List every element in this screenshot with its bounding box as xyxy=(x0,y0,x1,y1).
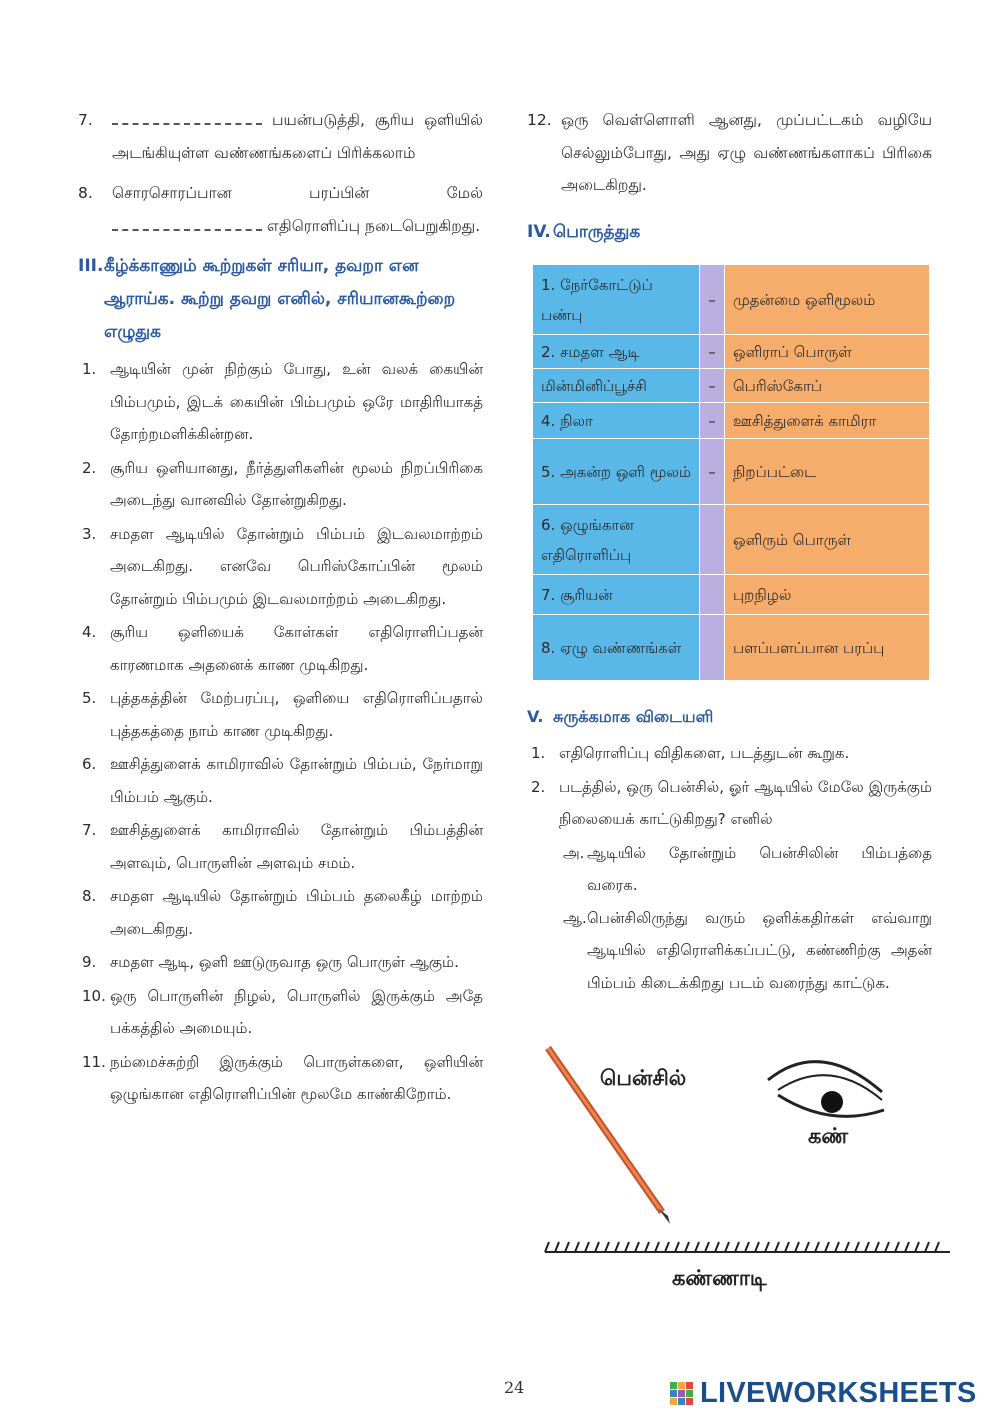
match-right-cell[interactable]: புறநிழல் xyxy=(725,575,930,615)
question-7 xyxy=(78,104,483,169)
item-number: 11. xyxy=(82,1052,106,1071)
question-text: ஒரு வெள்ளொளி ஆனது, முப்பட்டகம் வழியே செல்லும்போது, அது ஏழு வண்ணங்களாகப் பிரிகை அடைகிறது. xyxy=(561,111,932,194)
short-question xyxy=(527,771,932,836)
answer-blank[interactable] xyxy=(112,215,262,231)
section-title: பொருத்துக xyxy=(553,221,641,242)
item-number: 4. xyxy=(82,623,97,641)
match-left-cell[interactable]: 5. அகன்ற ஒளி மூலம் xyxy=(533,439,700,505)
match-table xyxy=(532,264,930,681)
pencil-label: பென்சில் xyxy=(600,1066,687,1090)
question-12 xyxy=(527,104,932,202)
match-right-cell[interactable]: முதன்மை ஒளிமூலம் xyxy=(725,265,930,335)
sub-question xyxy=(527,902,932,1000)
match-right-cell[interactable]: ஊசித்துளைக் காமிரா xyxy=(725,403,930,439)
question-text: சொரசொரப்பான பரப்பின் மேல் xyxy=(112,184,483,202)
statement-item xyxy=(78,980,483,1045)
section-number: V. xyxy=(527,707,544,726)
section-title: சுருக்கமாக விடையளி xyxy=(553,707,714,726)
section-title: கீழ்க்காணும் கூற்றுகள் சரியா, தவறா என ஆராய்க. கூற்று தவறு எனில், சரியானகூற்றை எழுதுக xyxy=(104,256,456,342)
statement-list xyxy=(78,353,483,1111)
match-left-cell[interactable]: 8. ஏழு வண்ணங்கள் xyxy=(533,615,700,681)
match-row xyxy=(533,615,930,681)
match-left-cell[interactable]: 4. நிலா xyxy=(533,403,700,439)
item-text: சூரிய ஒளியானது, நீர்த்துளிகளின் மூலம் நிறப்பிரிகை அடைந்து வானவில் தோன்றுகிறது. xyxy=(110,458,483,509)
statement-item xyxy=(78,452,483,517)
statement-item xyxy=(78,682,483,747)
item-text: ஆடியின் முன் நிற்கும் போது, உன் வலக் கையின் பிம்பமும், இடக் கையின் பிம்பமும் ஒரே மாதிரியாகத் தோற்றமளிக்கின்றன. xyxy=(110,360,483,443)
match-dash-cell xyxy=(700,615,725,681)
item-number: 3. xyxy=(82,524,97,543)
sub-question xyxy=(527,837,932,902)
match-right-cell[interactable]: ஒளிரும் பொருள் xyxy=(725,505,930,575)
match-row xyxy=(533,369,930,403)
item-number: 7. xyxy=(82,821,97,839)
question-text: பயன்படுத்தி, சூரிய ஒளியில் அடங்கியுள்ள வண்ணங்களைப் பிரிக்கலாம் xyxy=(112,111,483,162)
section-5 xyxy=(527,700,932,999)
item-number: 2. xyxy=(82,458,97,477)
match-row xyxy=(533,505,930,575)
match-right-cell[interactable]: பெரிஸ்கோப் xyxy=(725,369,930,403)
match-left-cell[interactable]: 1. நேர்கோட்டுப் பண்பு xyxy=(533,265,700,335)
statement-item xyxy=(78,353,483,451)
match-left-cell[interactable]: மின்மினிப்பூச்சி xyxy=(533,369,700,403)
match-right-cell[interactable]: பளப்பளப்பான பரப்பு xyxy=(725,615,930,681)
statement-item xyxy=(78,880,483,945)
match-right-cell[interactable]: ஒளிராப் பொருள் xyxy=(725,335,930,369)
question-text-end: எதிரொளிப்பு நடைபெறுகிறது. xyxy=(262,216,481,235)
page-number: 24 xyxy=(504,1378,525,1397)
statement-item xyxy=(78,946,483,979)
section-4-heading xyxy=(527,216,932,249)
item-text: சமதள ஆடியில் தோன்றும் பிம்பம் தலைகீழ் மாற்றம் அடைகிறது. xyxy=(110,887,483,938)
question-number: 8. xyxy=(78,184,93,202)
item-number: 9. xyxy=(82,953,97,971)
item-text: சமதள ஆடியில் தோன்றும் பிம்பம் இடவலமாற்றம் அடைகிறது. எனவே பெரிஸ்கோப்பின் மூலம் தோன்றும் பிம்பமும் இடவலமாற்றம் அடைகிறது. xyxy=(110,524,483,608)
match-dash-cell xyxy=(700,575,725,615)
match-left-cell[interactable]: 2. சமதள ஆடி xyxy=(533,335,700,369)
mirror-label: கண்ணாடி xyxy=(672,1266,767,1290)
short-question xyxy=(527,737,932,770)
match-row xyxy=(533,265,930,335)
section-number: IV. xyxy=(527,221,551,242)
match-dash-cell: – xyxy=(700,439,725,505)
item-text: எதிரொளிப்பு விதிகளை, படத்துடன் கூறுக. xyxy=(559,744,850,762)
section-5-heading xyxy=(527,700,932,733)
match-left-cell[interactable]: 6. ஒழுங்கான எதிரொளிப்பு xyxy=(533,505,700,575)
item-text: நம்மைச்சுற்றி இருக்கும் பொருள்களை, ஒளியின் ஒழுங்கான எதிரொளிப்பின் மூலமே காண்கிறோம். xyxy=(110,1052,483,1103)
statement-item xyxy=(78,518,483,616)
item-text: சமதள ஆடி, ஒளி ஊடுருவாத ஒரு பொருள் ஆகும். xyxy=(110,953,459,971)
match-row xyxy=(533,575,930,615)
brand-name[interactable]: LIVEWORKSHEETS xyxy=(700,1377,977,1409)
item-text: ஒரு பொருளின் நிழல், பொருளில் இருக்கும் அதே பக்கத்தில் அமையும். xyxy=(110,986,483,1037)
statement-item xyxy=(78,748,483,813)
item-text: சூரிய ஒளியைக் கோள்கள் எதிரொளிப்பதன் காரணமாக அதனைக் காண முடிகிறது. xyxy=(110,623,483,674)
match-right-cell[interactable]: நிறப்பட்டை xyxy=(725,439,930,505)
statement-item xyxy=(78,616,483,681)
question-number: 7. xyxy=(78,111,93,129)
match-left-cell[interactable]: 7. சூரியன் xyxy=(533,575,700,615)
item-number: 8. xyxy=(82,887,97,905)
item-number: 5. xyxy=(82,689,97,707)
question-number: 12. xyxy=(527,111,552,129)
section-3-heading xyxy=(78,250,483,349)
liveworksheets-logo-icon xyxy=(670,1380,696,1406)
item-text: ஆடியில் தோன்றும் பென்சிலின் பிம்பத்தை வரைக. xyxy=(587,843,932,894)
item-text: ஊசித்துளைக் காமிராவில் தோன்றும் பிம்பத்தின் அளவும், பொருளின் அளவும் சமம். xyxy=(110,821,483,872)
item-text: ஊசித்துளைக் காமிராவில் தோன்றும் பிம்பம், நேர்மாறு பிம்பம் ஆகும். xyxy=(110,755,483,806)
item-number: 2. xyxy=(531,777,546,796)
item-number: 6. xyxy=(82,755,97,773)
item-number: 10. xyxy=(82,986,106,1005)
match-row xyxy=(533,403,930,439)
item-text: படத்தில், ஒரு பென்சில், ஓர் ஆடியில் மேலே இருக்கும் நிலையைக் காட்டுகிறது? எனில் xyxy=(559,777,932,828)
match-dash-cell: – xyxy=(700,403,725,439)
item-number: அ. xyxy=(563,843,585,862)
section-number: III. xyxy=(78,256,104,276)
mirror-icon xyxy=(545,1242,950,1252)
item-text: பென்சிலிருந்து வரும் ஒளிக்கதிர்கள் எவ்வாறு ஆடியில் எதிரொளிக்கப்பட்டு, கண்ணிற்கு அதன் பிம்பம் கிடைக்கிறது படம் வரைந்து காட்டுக. xyxy=(587,908,932,992)
statement-item xyxy=(78,1046,483,1111)
match-dash-cell: – xyxy=(700,265,725,335)
question-8 xyxy=(78,177,483,242)
match-dash-cell: – xyxy=(700,335,725,369)
left-column xyxy=(78,104,483,1112)
item-number: ஆ. xyxy=(563,908,587,927)
item-number: 1. xyxy=(82,360,97,378)
match-row xyxy=(533,335,930,369)
eye-label: கண் xyxy=(808,1124,849,1148)
answer-blank[interactable] xyxy=(112,109,262,125)
item-text: புத்தகத்தின் மேற்பரப்பு, ஒளியை எதிரொளிப்பதால் புத்தகத்தை நாம் காண முடிகிறது. xyxy=(110,689,483,740)
match-dash-cell: – xyxy=(700,369,725,403)
item-number: 1. xyxy=(531,744,546,762)
right-column xyxy=(527,104,932,253)
match-dash-cell xyxy=(700,505,725,575)
eye-icon xyxy=(768,1062,884,1117)
statement-item xyxy=(78,814,483,879)
match-row xyxy=(533,439,930,505)
